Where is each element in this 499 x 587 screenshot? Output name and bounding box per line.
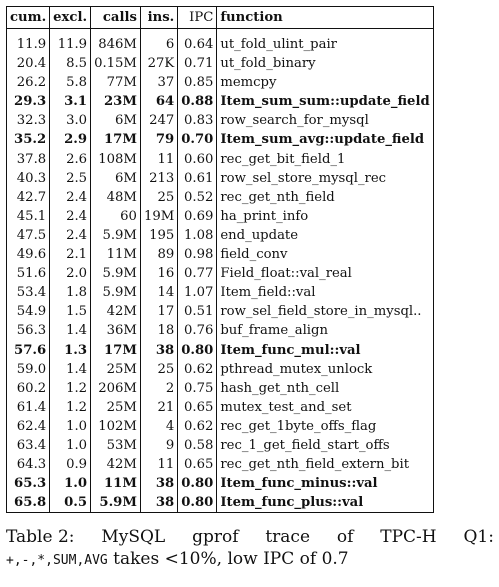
header-ipc: IPC xyxy=(178,7,217,29)
cell-calls: 206M xyxy=(91,379,141,398)
cell-ins: 17 xyxy=(140,302,177,321)
cell-calls: 6M xyxy=(91,111,141,130)
table-row xyxy=(7,226,434,245)
cell-ipc: 0.70 xyxy=(178,130,217,149)
cell-ins: 247 xyxy=(140,111,177,130)
cell-ins: 79 xyxy=(140,130,177,149)
cell-function: rec_1_get_field_start_offs xyxy=(220,437,390,453)
cell-function: rec_get_1byte_offs_flag xyxy=(220,418,377,434)
cell-function: mutex_test_and_set xyxy=(220,399,352,415)
cell-ipc: 0.65 xyxy=(178,455,217,474)
cell-function: Item_func_minus::val xyxy=(220,476,378,492)
cell-function: Item_sum_avg::update_field xyxy=(220,132,425,148)
cell-ipc: 0.69 xyxy=(178,207,217,226)
cell-calls: 17M xyxy=(91,341,141,360)
cell-ipc: 0.51 xyxy=(178,302,217,321)
cell-ins: 213 xyxy=(140,169,177,188)
cell-ipc: 1.07 xyxy=(178,283,217,302)
cell-excl: 8.5 xyxy=(50,54,91,73)
cell-calls: 23M xyxy=(91,92,141,111)
header-row xyxy=(7,7,434,29)
cell-calls: 60 xyxy=(91,207,141,226)
cell-ins: 38 xyxy=(140,474,177,493)
cell-excl: 0.5 xyxy=(50,493,91,513)
cell-cum: 64.3 xyxy=(7,455,50,474)
caption-word: TPC-H xyxy=(380,527,437,547)
cell-ins: 9 xyxy=(140,436,177,455)
table-row xyxy=(7,493,434,513)
cell-cum: 60.2 xyxy=(7,379,50,398)
cell-excl: 1.2 xyxy=(50,398,91,417)
cell-excl: 11.9 xyxy=(50,29,91,55)
cell-calls: 11M xyxy=(91,245,141,264)
cell-ins: 38 xyxy=(140,493,177,513)
cell-function: ut_fold_ulint_pair xyxy=(220,37,337,52)
cell-ipc: 0.52 xyxy=(178,188,217,207)
cell-function: row_sel_store_mysql_rec xyxy=(220,170,387,186)
table-row xyxy=(7,321,434,340)
cell-ipc: 0.62 xyxy=(178,360,217,379)
cell-function: ha_print_info xyxy=(220,208,309,224)
cell-calls: 77M xyxy=(91,73,141,92)
cell-cum: 35.2 xyxy=(7,130,50,149)
header-excl: excl. xyxy=(50,7,91,29)
table-body xyxy=(7,29,434,513)
cell-calls: 108M xyxy=(91,150,141,169)
table-row xyxy=(7,169,434,188)
cell-calls: 846M xyxy=(91,29,141,55)
cell-ipc: 0.60 xyxy=(178,150,217,169)
table-caption xyxy=(6,526,494,572)
cell-cum: 59.0 xyxy=(7,360,50,379)
cell-ipc: 0.80 xyxy=(178,493,217,513)
cell-ipc: 0.83 xyxy=(178,111,217,130)
cell-function: field_conv xyxy=(220,247,288,263)
caption-rest: takes <10%, low IPC of 0.7 xyxy=(107,549,349,569)
cell-cum: 20.4 xyxy=(7,54,50,73)
cell-excl: 1.0 xyxy=(50,436,91,455)
cell-calls: 0.15M xyxy=(91,54,141,73)
cell-excl: 1.8 xyxy=(50,283,91,302)
table-row xyxy=(7,341,434,360)
cell-ipc: 0.85 xyxy=(178,73,217,92)
table-row xyxy=(7,73,434,92)
table-row xyxy=(7,245,434,264)
cell-ins: 21 xyxy=(140,398,177,417)
header-function: function xyxy=(217,7,433,29)
table-row xyxy=(7,92,434,111)
cell-cum: 37.8 xyxy=(7,150,50,169)
caption-word: of xyxy=(336,527,354,547)
cell-calls: 25M xyxy=(91,398,141,417)
cell-excl: 1.2 xyxy=(50,379,91,398)
cell-function: buf_frame_align xyxy=(220,323,328,339)
cell-ipc: 0.88 xyxy=(178,92,217,111)
cell-ipc: 0.65 xyxy=(178,398,217,417)
cell-ins: 195 xyxy=(140,226,177,245)
cell-ins: 2 xyxy=(140,379,177,398)
cell-ins: 64 xyxy=(140,92,177,111)
cell-calls: 36M xyxy=(91,321,141,340)
cell-function: memcpy xyxy=(220,75,277,91)
cell-calls: 11M xyxy=(91,474,141,493)
cell-calls: 42M xyxy=(91,302,141,321)
cell-cum: 54.9 xyxy=(7,302,50,321)
cell-ins: 6 xyxy=(140,29,177,55)
cell-calls: 6M xyxy=(91,169,141,188)
cell-calls: 25M xyxy=(91,360,141,379)
table-row xyxy=(7,54,434,73)
cell-function: hash_get_nth_cell xyxy=(220,380,340,396)
table-row xyxy=(7,398,434,417)
cell-excl: 3.0 xyxy=(50,111,91,130)
cell-excl: 2.1 xyxy=(50,245,91,264)
cell-cum: 47.5 xyxy=(7,226,50,245)
table-row xyxy=(7,360,434,379)
cell-function: rec_get_nth_field_extern_bit xyxy=(220,457,410,473)
caption-word: Q1: xyxy=(463,527,494,547)
cell-cum: 26.2 xyxy=(7,73,50,92)
cell-ins: 27K xyxy=(140,54,177,73)
cell-excl: 1.0 xyxy=(50,417,91,436)
cell-ins: 4 xyxy=(140,417,177,436)
cell-calls: 17M xyxy=(91,130,141,149)
caption-line-2 xyxy=(6,548,494,572)
cell-cum: 62.4 xyxy=(7,417,50,436)
cell-excl: 2.4 xyxy=(50,226,91,245)
cell-ipc: 0.71 xyxy=(178,54,217,73)
cell-cum: 42.7 xyxy=(7,188,50,207)
cell-calls: 48M xyxy=(91,188,141,207)
cell-cum: 53.4 xyxy=(7,283,50,302)
table-row xyxy=(7,188,434,207)
cell-ipc: 0.75 xyxy=(178,379,217,398)
table-row xyxy=(7,379,434,398)
cell-cum: 56.3 xyxy=(7,321,50,340)
caption-word: MySQL xyxy=(101,527,166,547)
cell-calls: 5.9M xyxy=(91,226,141,245)
cell-function: ut_fold_binary xyxy=(220,56,316,72)
cell-excl: 2.4 xyxy=(50,188,91,207)
cell-cum: 65.8 xyxy=(7,493,50,513)
table-row xyxy=(7,207,434,226)
cell-function: rec_get_bit_field_1 xyxy=(220,151,346,167)
table-row xyxy=(7,264,434,283)
cell-cum: 11.9 xyxy=(7,29,50,55)
cell-ins: 25 xyxy=(140,188,177,207)
cell-function: Item_func_mul::val xyxy=(220,342,361,358)
cell-ipc: 0.62 xyxy=(178,417,217,436)
header-calls: calls xyxy=(91,7,141,29)
cell-excl: 2.5 xyxy=(50,169,91,188)
cell-function: row_search_for_mysql xyxy=(220,113,369,129)
table-row xyxy=(7,29,434,55)
cell-excl: 2.4 xyxy=(50,207,91,226)
cell-calls: 5.9M xyxy=(91,283,141,302)
header-ins: ins. xyxy=(140,7,177,29)
cell-function: rec_get_nth_field xyxy=(220,189,335,205)
cell-cum: 29.3 xyxy=(7,92,50,111)
cell-cum: 65.3 xyxy=(7,474,50,493)
cell-excl: 0.9 xyxy=(50,455,91,474)
caption-word: gprof xyxy=(192,527,239,547)
cell-calls: 5.9M xyxy=(91,264,141,283)
cell-function: Item_field::val xyxy=(220,285,316,301)
cell-ins: 37 xyxy=(140,73,177,92)
cell-cum: 57.6 xyxy=(7,341,50,360)
cell-ipc: 0.98 xyxy=(178,245,217,264)
cell-ins: 18 xyxy=(140,321,177,340)
cell-excl: 2.6 xyxy=(50,150,91,169)
table-row xyxy=(7,130,434,149)
caption-line-1 xyxy=(6,526,494,548)
cell-ipc: 0.80 xyxy=(178,341,217,360)
cell-cum: 61.4 xyxy=(7,398,50,417)
cell-ipc: 0.76 xyxy=(178,321,217,340)
cell-excl: 2.0 xyxy=(50,264,91,283)
cell-cum: 63.4 xyxy=(7,436,50,455)
cell-ins: 11 xyxy=(140,455,177,474)
table-row xyxy=(7,436,434,455)
cell-ipc: 0.64 xyxy=(178,29,217,55)
cell-function: Field_float::val_real xyxy=(220,266,352,282)
cell-ins: 11 xyxy=(140,150,177,169)
cell-excl: 1.5 xyxy=(50,302,91,321)
header-cum: cum. xyxy=(7,7,50,29)
table-row xyxy=(7,417,434,436)
cell-cum: 49.6 xyxy=(7,245,50,264)
cell-ipc: 0.77 xyxy=(178,264,217,283)
cell-function: end_update xyxy=(220,227,299,243)
cell-excl: 2.9 xyxy=(50,130,91,149)
cell-cum: 40.3 xyxy=(7,169,50,188)
cell-calls: 53M xyxy=(91,436,141,455)
cell-cum: 45.1 xyxy=(7,207,50,226)
cell-ipc: 1.08 xyxy=(178,226,217,245)
cell-ins: 89 xyxy=(140,245,177,264)
cell-ins: 16 xyxy=(140,264,177,283)
cell-excl: 1.4 xyxy=(50,360,91,379)
cell-excl: 1.4 xyxy=(50,321,91,340)
cell-ins: 14 xyxy=(140,283,177,302)
cell-excl: 1.3 xyxy=(50,341,91,360)
cell-function: Item_sum_sum::update_field xyxy=(220,94,430,110)
table-row xyxy=(7,150,434,169)
cell-function: row_sel_field_store_in_mysql.. xyxy=(220,304,422,320)
caption-word: trace xyxy=(265,527,311,547)
table-row xyxy=(7,455,434,474)
cell-calls: 5.9M xyxy=(91,493,141,513)
cell-calls: 102M xyxy=(91,417,141,436)
cell-excl: 1.0 xyxy=(50,474,91,493)
cell-ins: 25 xyxy=(140,360,177,379)
table-row xyxy=(7,302,434,321)
cell-excl: 3.1 xyxy=(50,92,91,111)
cell-ins: 38 xyxy=(140,341,177,360)
caption-operators: +,-,*,SUM,AVG xyxy=(6,553,108,568)
cell-calls: 42M xyxy=(91,455,141,474)
cell-function: pthread_mutex_unlock xyxy=(220,361,373,377)
cell-cum: 51.6 xyxy=(7,264,50,283)
cell-function: Item_func_plus::val xyxy=(217,493,433,513)
table-row xyxy=(7,474,434,493)
table-row xyxy=(7,111,434,130)
cell-cum: 32.3 xyxy=(7,111,50,130)
gprof-table xyxy=(6,6,434,513)
cell-ins: 19M xyxy=(140,207,177,226)
cell-excl: 5.8 xyxy=(50,73,91,92)
table-row xyxy=(7,283,434,302)
cell-ipc: 0.58 xyxy=(178,436,217,455)
caption-label: Table 2: xyxy=(6,527,75,547)
cell-ipc: 0.80 xyxy=(178,474,217,493)
cell-ipc: 0.61 xyxy=(178,169,217,188)
